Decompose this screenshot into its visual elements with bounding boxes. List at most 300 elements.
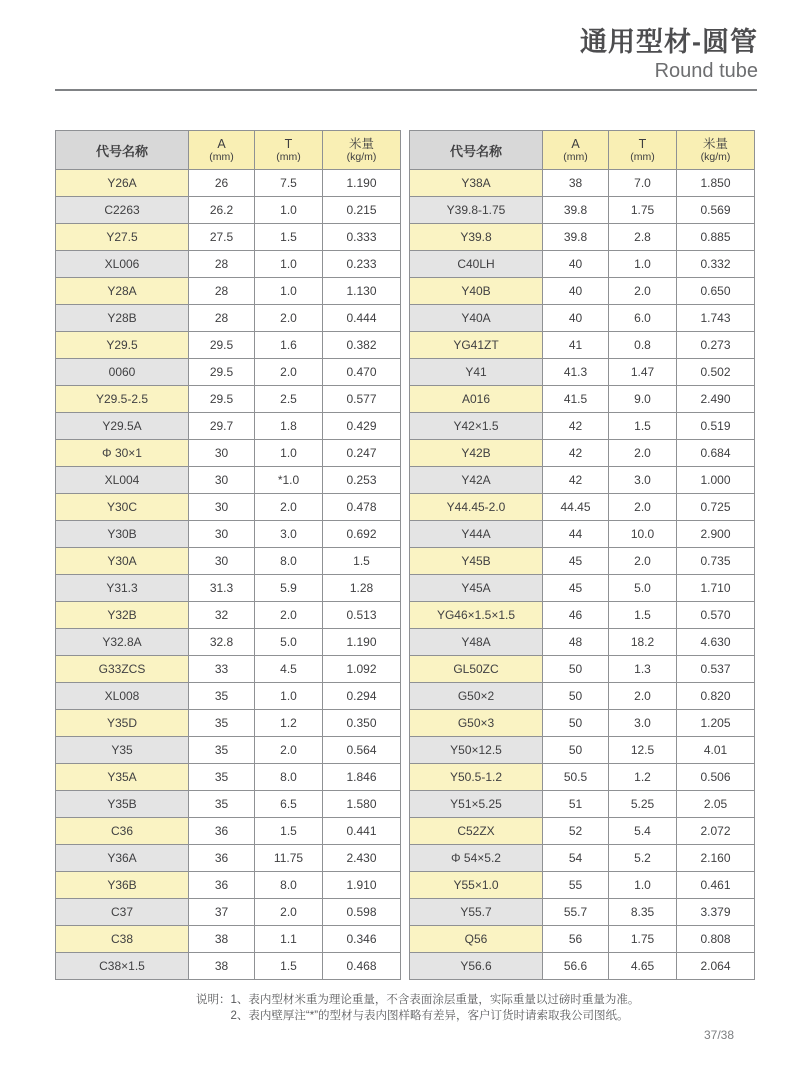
- meter-weight-cell: 0.577: [323, 386, 401, 413]
- table-row: [410, 521, 755, 548]
- t-mm-cell: 18.2: [609, 629, 677, 656]
- t-mm-cell: 1.0: [255, 278, 323, 305]
- a-mm-cell: 35: [189, 764, 255, 791]
- code-cell: Y36A: [56, 845, 189, 872]
- a-mm-cell: 30: [189, 494, 255, 521]
- t-mm-cell: 2.0: [255, 305, 323, 332]
- meter-weight-cell: 0.569: [677, 197, 755, 224]
- table-row: [410, 494, 755, 521]
- a-mm-cell: 32: [189, 602, 255, 629]
- code-cell: Y35A: [56, 764, 189, 791]
- meter-weight-cell: 0.735: [677, 548, 755, 575]
- code-cell: Y55×1.0: [410, 872, 543, 899]
- code-cell: Y35D: [56, 710, 189, 737]
- t-mm-cell: 9.0: [609, 386, 677, 413]
- t-mm-cell: 5.25: [609, 791, 677, 818]
- a-mm-cell: 50: [543, 737, 609, 764]
- meter-weight-cell: 0.519: [677, 413, 755, 440]
- a-mm-cell: 44.45: [543, 494, 609, 521]
- a-mm-cell: 30: [189, 440, 255, 467]
- table-row: [410, 710, 755, 737]
- meter-weight-cell: 2.064: [677, 953, 755, 980]
- t-mm-cell: 1.5: [609, 413, 677, 440]
- t-mm-cell: 5.0: [609, 575, 677, 602]
- table-row: [56, 197, 401, 224]
- code-cell: C38×1.5: [56, 953, 189, 980]
- code-cell: Y31.3: [56, 575, 189, 602]
- table-row: [410, 467, 755, 494]
- t-mm-cell: 2.0: [255, 899, 323, 926]
- a-mm-cell: 29.7: [189, 413, 255, 440]
- code-cell: Y40B: [410, 278, 543, 305]
- t-mm-cell: 1.75: [609, 926, 677, 953]
- meter-weight-cell: 1.910: [323, 872, 401, 899]
- table-row: [410, 197, 755, 224]
- code-cell: Y42×1.5: [410, 413, 543, 440]
- meter-weight-cell: 1.580: [323, 791, 401, 818]
- t-mm-cell: 1.0: [609, 872, 677, 899]
- meter-weight-cell: 2.072: [677, 818, 755, 845]
- t-mm-cell: 3.0: [255, 521, 323, 548]
- meter-weight-cell: 2.05: [677, 791, 755, 818]
- meter-weight-cell: 0.441: [323, 818, 401, 845]
- meter-weight-cell: 4.630: [677, 629, 755, 656]
- t-mm-cell: 7.5: [255, 170, 323, 197]
- table-row: [56, 332, 401, 359]
- a-mm-cell: 28: [189, 305, 255, 332]
- code-cell: Y38A: [410, 170, 543, 197]
- meter-weight-cell: 0.885: [677, 224, 755, 251]
- spec-table-left: [55, 130, 401, 980]
- code-cell: Y30C: [56, 494, 189, 521]
- code-cell: Y30A: [56, 548, 189, 575]
- a-mm-cell: 39.8: [543, 224, 609, 251]
- a-mm-cell: 42: [543, 440, 609, 467]
- t-mm-cell: 1.8: [255, 413, 323, 440]
- code-cell: C37: [56, 899, 189, 926]
- a-mm-cell: 55.7: [543, 899, 609, 926]
- meter-weight-cell: 0.692: [323, 521, 401, 548]
- table-row: [56, 953, 401, 980]
- table-row: [56, 845, 401, 872]
- a-mm-cell: 40: [543, 251, 609, 278]
- page-number: 37/38: [703, 1028, 734, 1042]
- a-mm-cell: 30: [189, 521, 255, 548]
- code-cell: Y27.5: [56, 224, 189, 251]
- a-mm-cell: 35: [189, 737, 255, 764]
- table-row: [410, 629, 755, 656]
- a-mm-cell: 50: [543, 656, 609, 683]
- meter-weight-cell: 1.190: [323, 629, 401, 656]
- table-row: [410, 386, 755, 413]
- table-row: [410, 575, 755, 602]
- footnote-label: 说明：: [196, 994, 231, 1006]
- code-cell: Y42A: [410, 467, 543, 494]
- meter-weight-cell: 0.382: [323, 332, 401, 359]
- t-mm-cell: 4.65: [609, 953, 677, 980]
- table-row: [56, 737, 401, 764]
- meter-weight-cell: 0.808: [677, 926, 755, 953]
- meter-weight-cell: 0.273: [677, 332, 755, 359]
- a-mm-cell: 50: [543, 710, 609, 737]
- a-mm-cell: 42: [543, 413, 609, 440]
- a-mm-cell: 48: [543, 629, 609, 656]
- meter-weight-cell: 0.247: [323, 440, 401, 467]
- code-cell: Q56: [410, 926, 543, 953]
- table-row: [56, 629, 401, 656]
- table-row: [56, 251, 401, 278]
- code-cell: GL50ZC: [410, 656, 543, 683]
- table-row: [410, 872, 755, 899]
- table-row: [56, 170, 401, 197]
- meter-weight-cell: 1.850: [677, 170, 755, 197]
- code-cell: Y50.5-1.2: [410, 764, 543, 791]
- t-mm-cell: 2.5: [255, 386, 323, 413]
- t-mm-cell: 1.0: [255, 251, 323, 278]
- a-mm-cell: 45: [543, 575, 609, 602]
- t-mm-cell: 1.0: [255, 440, 323, 467]
- table-row: [410, 845, 755, 872]
- a-mm-cell: 45: [543, 548, 609, 575]
- meter-weight-cell: 0.468: [323, 953, 401, 980]
- a-mm-cell: 42: [543, 467, 609, 494]
- table-row: [410, 548, 755, 575]
- t-mm-cell: 8.0: [255, 872, 323, 899]
- t-mm-cell: 1.5: [255, 953, 323, 980]
- table-row: [410, 413, 755, 440]
- table-header-row: [56, 131, 401, 170]
- code-cell: Φ 30×1: [56, 440, 189, 467]
- code-cell: C40LH: [410, 251, 543, 278]
- code-cell: XL004: [56, 467, 189, 494]
- table-row: [410, 332, 755, 359]
- meter-weight-cell: 0.506: [677, 764, 755, 791]
- table-row: [56, 602, 401, 629]
- code-cell: Y36B: [56, 872, 189, 899]
- t-mm-cell: 2.0: [255, 602, 323, 629]
- meter-weight-cell: 0.650: [677, 278, 755, 305]
- code-cell: Y29.5-2.5: [56, 386, 189, 413]
- code-cell: Y45B: [410, 548, 543, 575]
- table-row: [56, 548, 401, 575]
- code-cell: Y45A: [410, 575, 543, 602]
- code-cell: 0060: [56, 359, 189, 386]
- meter-weight-cell: 2.900: [677, 521, 755, 548]
- code-cell: Y26A: [56, 170, 189, 197]
- a-mm-cell: 36: [189, 872, 255, 899]
- table-row: [410, 170, 755, 197]
- table-row: [410, 602, 755, 629]
- col-header-t: T (mm): [255, 131, 323, 170]
- a-mm-cell: 40: [543, 305, 609, 332]
- a-mm-cell: 41: [543, 332, 609, 359]
- t-mm-cell: 2.8: [609, 224, 677, 251]
- meter-weight-cell: 1.846: [323, 764, 401, 791]
- a-mm-cell: 41.5: [543, 386, 609, 413]
- a-mm-cell: 26.2: [189, 197, 255, 224]
- code-cell: Y29.5A: [56, 413, 189, 440]
- meter-weight-cell: 1.205: [677, 710, 755, 737]
- t-mm-cell: 1.2: [255, 710, 323, 737]
- table-row: [410, 656, 755, 683]
- t-mm-cell: 5.2: [609, 845, 677, 872]
- table-row: [410, 764, 755, 791]
- code-cell: G50×3: [410, 710, 543, 737]
- a-mm-cell: 38: [189, 953, 255, 980]
- code-cell: Y48A: [410, 629, 543, 656]
- a-mm-cell: 39.8: [543, 197, 609, 224]
- a-mm-cell: 35: [189, 791, 255, 818]
- spec-table-right: [409, 130, 755, 980]
- table-row: [56, 899, 401, 926]
- meter-weight-cell: 0.513: [323, 602, 401, 629]
- col-header-t: T (mm): [609, 131, 677, 170]
- meter-weight-cell: 2.490: [677, 386, 755, 413]
- a-mm-cell: 38: [189, 926, 255, 953]
- a-mm-cell: 56: [543, 926, 609, 953]
- meter-weight-cell: 0.350: [323, 710, 401, 737]
- a-mm-cell: 46: [543, 602, 609, 629]
- code-cell: YG46×1.5×1.5: [410, 602, 543, 629]
- t-mm-cell: 11.75: [255, 845, 323, 872]
- a-mm-cell: 44: [543, 521, 609, 548]
- table-row: [410, 737, 755, 764]
- t-mm-cell: 1.1: [255, 926, 323, 953]
- code-cell: Y39.8: [410, 224, 543, 251]
- footnote-line-2: 2、表内壁厚注“*”的型材与表内图样略有差异，客户订货时请索取我公司图纸。: [230, 1010, 629, 1022]
- a-mm-cell: 50: [543, 683, 609, 710]
- t-mm-cell: 1.5: [255, 818, 323, 845]
- t-mm-cell: 1.5: [255, 224, 323, 251]
- t-mm-cell: 5.4: [609, 818, 677, 845]
- t-mm-cell: 1.0: [255, 683, 323, 710]
- meter-weight-cell: 0.294: [323, 683, 401, 710]
- a-mm-cell: 30: [189, 548, 255, 575]
- t-mm-cell: 1.75: [609, 197, 677, 224]
- table-header-row: [410, 131, 755, 170]
- meter-weight-cell: 2.430: [323, 845, 401, 872]
- code-cell: Y39.8-1.75: [410, 197, 543, 224]
- code-cell: C52ZX: [410, 818, 543, 845]
- t-mm-cell: 2.0: [609, 278, 677, 305]
- code-cell: Y44A: [410, 521, 543, 548]
- t-mm-cell: 1.2: [609, 764, 677, 791]
- a-mm-cell: 30: [189, 467, 255, 494]
- meter-weight-cell: 0.233: [323, 251, 401, 278]
- code-cell: Y35: [56, 737, 189, 764]
- t-mm-cell: 2.0: [255, 494, 323, 521]
- header-divider: [55, 89, 757, 91]
- a-mm-cell: 29.5: [189, 359, 255, 386]
- code-cell: Y55.7: [410, 899, 543, 926]
- code-cell: Y28B: [56, 305, 189, 332]
- meter-weight-cell: 0.332: [677, 251, 755, 278]
- meter-weight-cell: 4.01: [677, 737, 755, 764]
- t-mm-cell: 5.0: [255, 629, 323, 656]
- code-cell: Y56.6: [410, 953, 543, 980]
- code-cell: XL006: [56, 251, 189, 278]
- code-cell: Y29.5: [56, 332, 189, 359]
- table-row: [56, 278, 401, 305]
- meter-weight-cell: 0.346: [323, 926, 401, 953]
- table-row: [56, 764, 401, 791]
- col-header-meter-weight: 米量 (kg/m): [323, 131, 401, 170]
- t-mm-cell: 1.5: [609, 602, 677, 629]
- table-row: [56, 467, 401, 494]
- meter-weight-cell: 0.215: [323, 197, 401, 224]
- col-header-a: A (mm): [543, 131, 609, 170]
- t-mm-cell: 2.0: [609, 494, 677, 521]
- t-mm-cell: 1.6: [255, 332, 323, 359]
- t-mm-cell: 1.47: [609, 359, 677, 386]
- a-mm-cell: 33: [189, 656, 255, 683]
- a-mm-cell: 50.5: [543, 764, 609, 791]
- a-mm-cell: 26: [189, 170, 255, 197]
- a-mm-cell: 28: [189, 278, 255, 305]
- a-mm-cell: 41.3: [543, 359, 609, 386]
- a-mm-cell: 32.8: [189, 629, 255, 656]
- meter-weight-cell: 0.333: [323, 224, 401, 251]
- table-row: [56, 710, 401, 737]
- t-mm-cell: 12.5: [609, 737, 677, 764]
- table-row: [56, 656, 401, 683]
- a-mm-cell: 29.5: [189, 332, 255, 359]
- t-mm-cell: 4.5: [255, 656, 323, 683]
- meter-weight-cell: 0.429: [323, 413, 401, 440]
- meter-weight-cell: 1.710: [677, 575, 755, 602]
- col-header-code-name: 代号名称: [56, 131, 189, 170]
- table-row: [56, 575, 401, 602]
- table-row: [410, 818, 755, 845]
- code-cell: Y42B: [410, 440, 543, 467]
- t-mm-cell: 1.3: [609, 656, 677, 683]
- a-mm-cell: 35: [189, 683, 255, 710]
- a-mm-cell: 56.6: [543, 953, 609, 980]
- t-mm-cell: 6.5: [255, 791, 323, 818]
- meter-weight-cell: 0.253: [323, 467, 401, 494]
- table-row: [56, 521, 401, 548]
- table-row: [56, 359, 401, 386]
- table-row: [410, 251, 755, 278]
- meter-weight-cell: 0.725: [677, 494, 755, 521]
- table-row: [410, 224, 755, 251]
- code-cell: Y30B: [56, 521, 189, 548]
- page-header: [55, 26, 758, 84]
- table-row: [56, 440, 401, 467]
- table-row: [56, 818, 401, 845]
- t-mm-cell: 2.0: [255, 737, 323, 764]
- a-mm-cell: 51: [543, 791, 609, 818]
- code-cell: Y40A: [410, 305, 543, 332]
- spec-tables: [55, 130, 755, 980]
- footnotes: [196, 992, 639, 1024]
- code-cell: C2263: [56, 197, 189, 224]
- a-mm-cell: 31.3: [189, 575, 255, 602]
- t-mm-cell: 0.8: [609, 332, 677, 359]
- code-cell: Φ 54×5.2: [410, 845, 543, 872]
- meter-weight-cell: 0.570: [677, 602, 755, 629]
- table-row: [56, 305, 401, 332]
- t-mm-cell: 2.0: [609, 440, 677, 467]
- code-cell: C38: [56, 926, 189, 953]
- a-mm-cell: 38: [543, 170, 609, 197]
- t-mm-cell: 6.0: [609, 305, 677, 332]
- t-mm-cell: 8.35: [609, 899, 677, 926]
- code-cell: C36: [56, 818, 189, 845]
- table-row: [410, 683, 755, 710]
- meter-weight-cell: 1.743: [677, 305, 755, 332]
- meter-weight-cell: 1.092: [323, 656, 401, 683]
- a-mm-cell: 37: [189, 899, 255, 926]
- table-row: [410, 278, 755, 305]
- t-mm-cell: 8.0: [255, 548, 323, 575]
- a-mm-cell: 36: [189, 818, 255, 845]
- page-title: 通用型材-圆管: [580, 27, 758, 57]
- table-row: [410, 953, 755, 980]
- meter-weight-cell: 1.5: [323, 548, 401, 575]
- code-cell: G33ZCS: [56, 656, 189, 683]
- t-mm-cell: 2.0: [609, 548, 677, 575]
- meter-weight-cell: 2.160: [677, 845, 755, 872]
- table-row: [56, 683, 401, 710]
- t-mm-cell: 3.0: [609, 710, 677, 737]
- table-row: [56, 224, 401, 251]
- table-row: [410, 791, 755, 818]
- table-row: [56, 791, 401, 818]
- code-cell: Y50×12.5: [410, 737, 543, 764]
- meter-weight-cell: 0.684: [677, 440, 755, 467]
- meter-weight-cell: 0.564: [323, 737, 401, 764]
- meter-weight-cell: 3.379: [677, 899, 755, 926]
- meter-weight-cell: 0.478: [323, 494, 401, 521]
- col-header-a: A (mm): [189, 131, 255, 170]
- table-row: [410, 305, 755, 332]
- a-mm-cell: 55: [543, 872, 609, 899]
- code-cell: Y41: [410, 359, 543, 386]
- meter-weight-cell: 0.820: [677, 683, 755, 710]
- code-cell: Y51×5.25: [410, 791, 543, 818]
- t-mm-cell: 8.0: [255, 764, 323, 791]
- code-cell: G50×2: [410, 683, 543, 710]
- a-mm-cell: 54: [543, 845, 609, 872]
- table-row: [56, 926, 401, 953]
- a-mm-cell: 40: [543, 278, 609, 305]
- t-mm-cell: 7.0: [609, 170, 677, 197]
- t-mm-cell: 3.0: [609, 467, 677, 494]
- table-row: [56, 872, 401, 899]
- a-mm-cell: 35: [189, 710, 255, 737]
- meter-weight-cell: 0.444: [323, 305, 401, 332]
- meter-weight-cell: 0.470: [323, 359, 401, 386]
- code-cell: XL008: [56, 683, 189, 710]
- t-mm-cell: *1.0: [255, 467, 323, 494]
- code-cell: Y44.45-2.0: [410, 494, 543, 521]
- table-row: [56, 386, 401, 413]
- t-mm-cell: 10.0: [609, 521, 677, 548]
- a-mm-cell: 27.5: [189, 224, 255, 251]
- meter-weight-cell: 1.130: [323, 278, 401, 305]
- t-mm-cell: 2.0: [609, 683, 677, 710]
- t-mm-cell: 1.0: [255, 197, 323, 224]
- t-mm-cell: 1.0: [609, 251, 677, 278]
- a-mm-cell: 29.5: [189, 386, 255, 413]
- page-subtitle: Round tube: [654, 60, 758, 82]
- code-cell: Y35B: [56, 791, 189, 818]
- meter-weight-cell: 1.28: [323, 575, 401, 602]
- meter-weight-cell: 0.598: [323, 899, 401, 926]
- col-header-code-name: 代号名称: [410, 131, 543, 170]
- meter-weight-cell: 0.461: [677, 872, 755, 899]
